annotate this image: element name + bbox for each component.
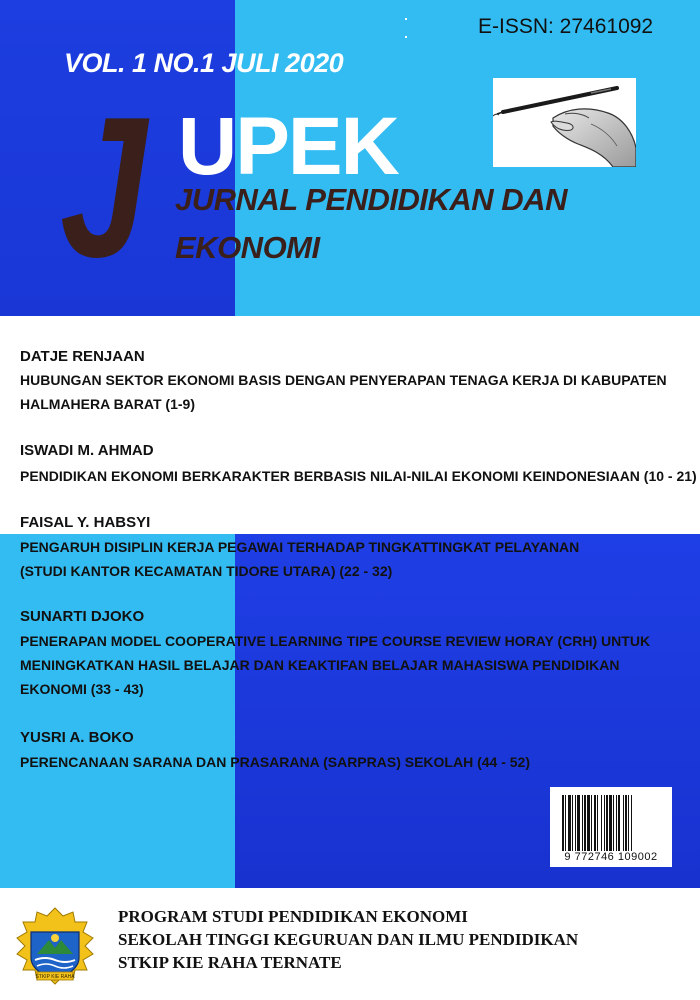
issn-label: E-ISSN: 27461092 <box>478 15 654 38</box>
article-title-line: HALMAHERA BARAT (1-9) <box>20 396 195 412</box>
masthead-title: UPEK <box>178 101 398 192</box>
masthead-subtitle-line2: EKONOMI <box>175 230 320 265</box>
volume-label: VOL. 1 NO.1 JULI 2020 <box>64 48 344 78</box>
speck <box>405 18 407 20</box>
institution-logo <box>15 906 95 988</box>
footer-institution-line: SEKOLAH TINGGI KEGURUAN DAN ILMU PENDIDIKAN <box>118 930 579 949</box>
speck <box>405 36 407 38</box>
footer-campus-line: STKIP KIE RAHA TERNATE <box>118 953 342 972</box>
article-author: SUNARTI DJOKO <box>20 608 145 625</box>
masthead-subtitle-line1: JURNAL PENDIDIKAN DAN <box>175 182 567 217</box>
article-title-line: (STUDI KANTOR KECAMATAN TIDORE UTARA) (22 - 32) <box>20 563 393 579</box>
article-title-line: PERENCANAAN SARANA DAN PRASARANA (SARPRAS) SEKOLAH (44 - 52) <box>20 754 531 770</box>
article-author: YUSRI A. BOKO <box>20 729 134 746</box>
logo-caption: STKIP KIE RAHA <box>35 974 75 980</box>
barcode-number: 9 772746 109002 <box>564 851 658 863</box>
article-author: DATJE RENJAAN <box>20 348 145 365</box>
stkip-emblem-icon <box>15 906 95 988</box>
footer-program-line: PROGRAM STUDI PENDIDIKAN EKONOMI <box>118 907 468 926</box>
article-title-line: PENDIDIKAN EKONOMI BERKARAKTER BERBASIS NILAI-NILAI EKONOMI KEINDONESIAAN (10 - 21) <box>20 468 697 484</box>
writing-hand-illustration <box>493 78 636 167</box>
contents-bottom-left-panel <box>0 534 235 888</box>
article-author: ISWADI M. AHMAD <box>20 442 154 459</box>
article-title-line: PENGARUH DISIPLIN KERJA PEGAWAI TERHADAP TINGKATTINGKAT PELAYANAN <box>20 539 580 555</box>
article-title-line: EKONOMI (33 - 43) <box>20 681 144 697</box>
article-author: FAISAL Y. HABSYI <box>20 514 151 531</box>
pen-hand-icon <box>493 78 636 167</box>
masthead-letter-j: J <box>60 76 147 299</box>
article-title-line: MENINGKATKAN HASIL BELAJAR DAN KEAKTIFAN BELAJAR MAHASISWA PENDIDIKAN <box>20 657 620 673</box>
article-title-line: HUBUNGAN SEKTOR EKONOMI BASIS DENGAN PENYERAPAN TENAGA KERJA DI KABUPATEN <box>20 372 667 388</box>
article-title-line: PENERAPAN MODEL COOPERATIVE LEARNING TIPE COURSE REVIEW HORAY (CRH) UNTUK <box>20 633 651 649</box>
